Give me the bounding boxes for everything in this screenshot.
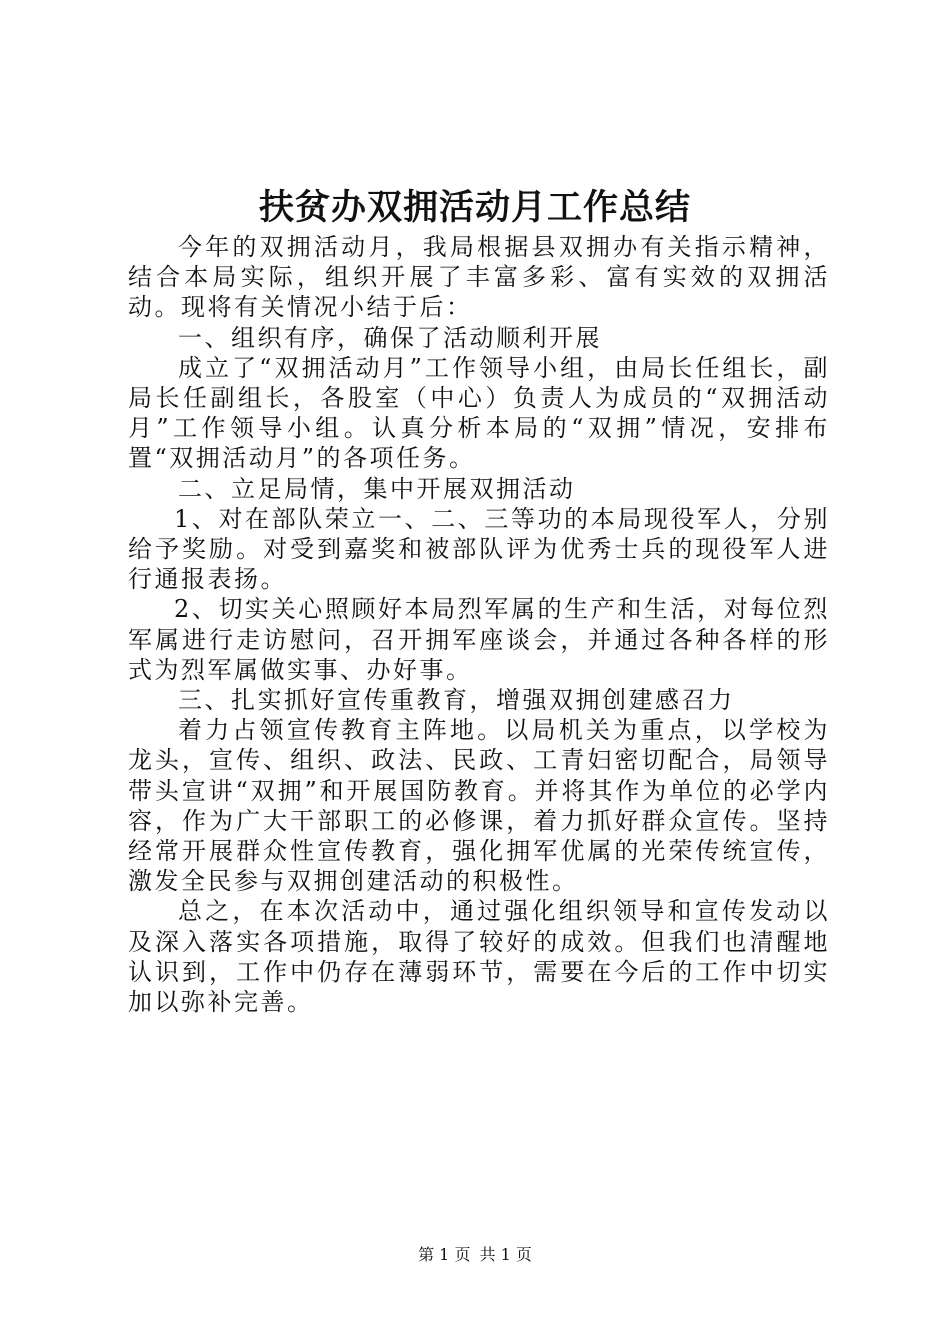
conclusion-paragraph: 总之，在本次活动中，通过强化组织领导和宣传发动以及深入落实各项措施，取得了较好的成效。但我们也清醒地认识到，工作中仍存在薄弱环节，需要在今后的工作中切实加以弥补完善。: [128, 897, 830, 1017]
page-total: 共 1 页: [479, 1245, 532, 1264]
section-heading-3: 三、扎实抓好宣传重教育，增强双拥创建感召力: [178, 686, 735, 715]
document-body: [128, 232, 830, 1017]
page-footer: [0, 1244, 950, 1266]
body-paragraph: 成立了“双拥活动月”工作领导小组，由局长任组长，副局长任副组长，各股室（中心）负责人为成员的“双拥活动月”工作领导小组。认真分析本局的“双拥”情况，安排布置“双拥活动月”的各项任务。: [128, 353, 830, 473]
document-title: 扶贫办双拥活动月工作总结: [258, 187, 691, 228]
body-paragraph: 着力占领宣传教育主阵地。以局机关为重点，以学校为龙头，宣传、组织、政法、民政、工青妇密切配合，局领导带头宣讲“双拥”和开展国防教育。并将其作为单位的必学内容，作为广大干部职工的必修课，着力抓好群众宣传。坚持经常开展群众性宣传教育，强化拥军优属的光荣传统宣传，激发全民参与双拥创建活动的积极性。: [128, 716, 830, 896]
intro-paragraph: 今年的双拥活动月，我局根据县双拥办有关指示精神，结合本局实际，组织开展了丰富多彩、富有实效的双拥活动。现将有关情况小结于后：: [128, 233, 830, 322]
section-heading-2: 二、立足局情，集中开展双拥活动: [178, 474, 576, 503]
section-heading-1: 一、组织有序，确保了活动顺利开展: [178, 323, 602, 352]
list-item-2: 2、切实关心照顾好本局烈军属的生产和生活，对每位烈军属进行走访慰问，召开拥军座谈会，并通过各种各样的形式为烈军属做实事、办好事。: [128, 595, 830, 684]
list-item-1: 1、对在部队荣立一、二、三等功的本局现役军人，分别给予奖励。对受到嘉奖和被部队评为优秀士兵的现役军人进行通报表扬。: [128, 504, 830, 594]
page-number: 第 1 页: [418, 1245, 471, 1264]
